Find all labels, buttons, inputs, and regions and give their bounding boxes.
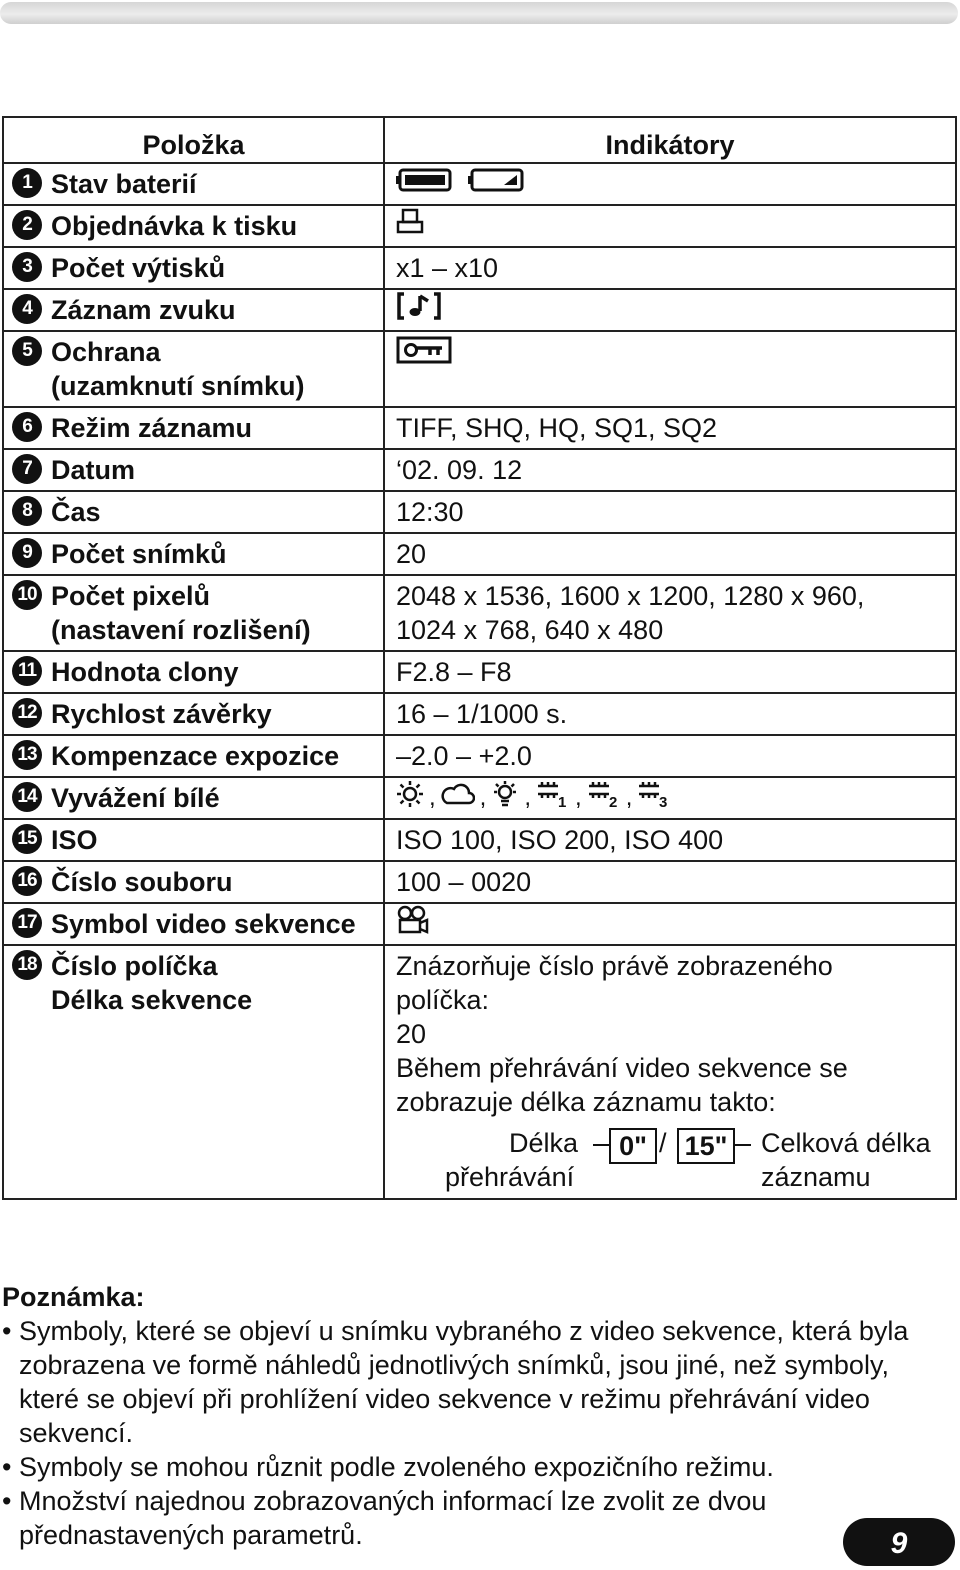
row-value: 12:30: [396, 497, 464, 527]
cloud-icon: [441, 781, 475, 815]
row-number-badge: 8: [12, 496, 42, 526]
fluorescent-3-icon: [637, 780, 671, 816]
row-label: Hodnota clony: [51, 657, 239, 687]
header-item: Položka: [3, 117, 384, 163]
row-number-badge: 5: [12, 336, 42, 366]
time-separator: /: [659, 1128, 667, 1158]
table-row: [3, 819, 956, 861]
row-number-badge: 13: [12, 740, 42, 770]
row-number-badge: 6: [12, 412, 42, 442]
row-label: Režim záznamu: [51, 413, 253, 443]
leader-line-left: [593, 1144, 609, 1146]
row-number-badge: 1: [12, 168, 42, 198]
row-label: Rychlost závěrky: [51, 699, 272, 729]
row-value: 100 – 0020: [396, 867, 532, 897]
table-row: 14 Vyvážení bílé , , , 1 , 2 , 3: [3, 777, 956, 819]
tungsten-icon: [491, 780, 519, 816]
row-value: x1 – x10: [396, 253, 499, 283]
row-value: 20: [396, 539, 427, 569]
row-label: Kompenzace expozice: [51, 741, 340, 771]
elapsed-time-box: 0": [609, 1128, 657, 1164]
sound-record-icon: [396, 291, 442, 329]
table-row: [3, 945, 956, 1199]
row-number-badge: 14: [12, 782, 42, 812]
page-number: 9: [843, 1518, 955, 1566]
row-number-badge: 18: [12, 950, 42, 980]
fluorescent-2-icon: [587, 780, 621, 816]
row-number-badge: 9: [12, 538, 42, 568]
row-label: ISO: [51, 825, 98, 855]
playback-length-label-line2: přehrávání: [445, 1162, 575, 1192]
note-item: • Symboly se mohou různit podle zvoleného expozičního režimu.: [2, 1450, 942, 1484]
table-row: [3, 331, 956, 407]
table-row: [3, 651, 956, 693]
top-decorative-bar: [0, 2, 958, 24]
row-label: Vyvážení bílé: [51, 783, 220, 813]
indicator-table: [2, 116, 957, 1200]
row-label: Ochrana (uzamknutí snímku): [51, 337, 305, 401]
table-row: [3, 533, 956, 575]
row-label: Počet snímků: [51, 539, 227, 569]
table-row: [3, 449, 956, 491]
table-header-row: [3, 117, 956, 163]
row-value: TIFF, SHQ, HQ, SQ1, SQ2: [396, 413, 718, 443]
svg-text:3: 3: [659, 794, 668, 808]
row-value: ISO 100, ISO 200, ISO 400: [396, 825, 724, 855]
row-number-badge: 3: [12, 252, 42, 282]
row-label: Číslo souboru: [51, 867, 233, 897]
table-row: [3, 247, 956, 289]
protect-key-icon: [396, 336, 452, 372]
note-item: • Množství najednou zobrazovaných informací lze zvolit ze dvou přednastavených parametrů.: [2, 1484, 942, 1552]
svg-text:2: 2: [608, 794, 618, 808]
row-value: 2048 x 1536, 1600 x 1200, 1280 x 960, 1024 x 768, 640 x 480: [396, 581, 865, 645]
row-label: Symbol video sekvence: [51, 909, 356, 939]
table-row: [3, 693, 956, 735]
row-number-badge: 16: [12, 866, 42, 896]
table-row: [3, 407, 956, 449]
row-label: Objednávka k tisku: [51, 211, 298, 241]
row-number-badge: 12: [12, 698, 42, 728]
svg-text:1: 1: [558, 794, 567, 808]
table-row: [3, 903, 956, 945]
row-number-badge: 11: [12, 656, 42, 686]
row-label: Číslo políčka Délka sekvence: [51, 951, 253, 1015]
header-indicators: Indikátory: [384, 117, 956, 163]
row-value: Znázorňuje číslo právě zobrazeného políčka: 20 Během přehrávání video sekvence se zobrazuje délka záznamu takto:: [396, 951, 848, 1117]
table-row: [3, 735, 956, 777]
total-length-label-line2: záznamu: [761, 1162, 871, 1192]
playback-length-label-line1: Délka: [509, 1128, 579, 1158]
row-value: F2.8 – F8: [396, 657, 512, 687]
notes-section: [2, 1280, 942, 1552]
row-number-badge: 4: [12, 294, 42, 324]
row-label: Počet výtisků: [51, 253, 226, 283]
row-number-badge: 10: [12, 580, 42, 610]
notes-title: Poznámka:: [2, 1282, 145, 1312]
row-value: 16 – 1/1000 s.: [396, 699, 568, 729]
table-row: [3, 575, 956, 651]
row-label: Stav baterií: [51, 169, 197, 199]
row-number-badge: 2: [12, 210, 42, 240]
note-item: • Symboly, které se objeví u snímku vybraného z video sekvence, která byla zobrazena ve formě náhledů jednotlivých snímků, jsou jiné, než symboly, které se objeví při prohlížení video sekvence v režimu přehrávání video sekvencí.: [2, 1314, 942, 1450]
row-label: Počet pixelů (nastavení rozlišení): [51, 581, 311, 645]
row-label: Záznam zvuku: [51, 295, 236, 325]
table-row: [3, 163, 956, 205]
table-row: [3, 289, 956, 331]
fluorescent-1-icon: [536, 780, 570, 816]
length-diagram: [385, 1126, 955, 1198]
sun-icon: [396, 780, 424, 816]
movie-camera-icon: [396, 905, 430, 943]
row-value: –2.0 – +2.0: [396, 741, 532, 771]
row-number-badge: 17: [12, 908, 42, 938]
total-time-box: 15": [677, 1128, 735, 1164]
row-number-badge: 15: [12, 824, 42, 854]
row-label: Datum: [51, 455, 136, 485]
row-number-badge: 7: [12, 454, 42, 484]
table-row: [3, 861, 956, 903]
row-label: Čas: [51, 497, 101, 527]
row-value: ‘02. 09. 12: [396, 455, 523, 485]
battery-full-icon: [396, 167, 454, 201]
battery-low-icon: [468, 167, 526, 201]
leader-line-right: [735, 1144, 751, 1146]
total-length-label-line1: Celková délka: [761, 1128, 931, 1158]
table-row: [3, 205, 956, 247]
table-row: [3, 491, 956, 533]
print-order-icon: [396, 208, 424, 244]
